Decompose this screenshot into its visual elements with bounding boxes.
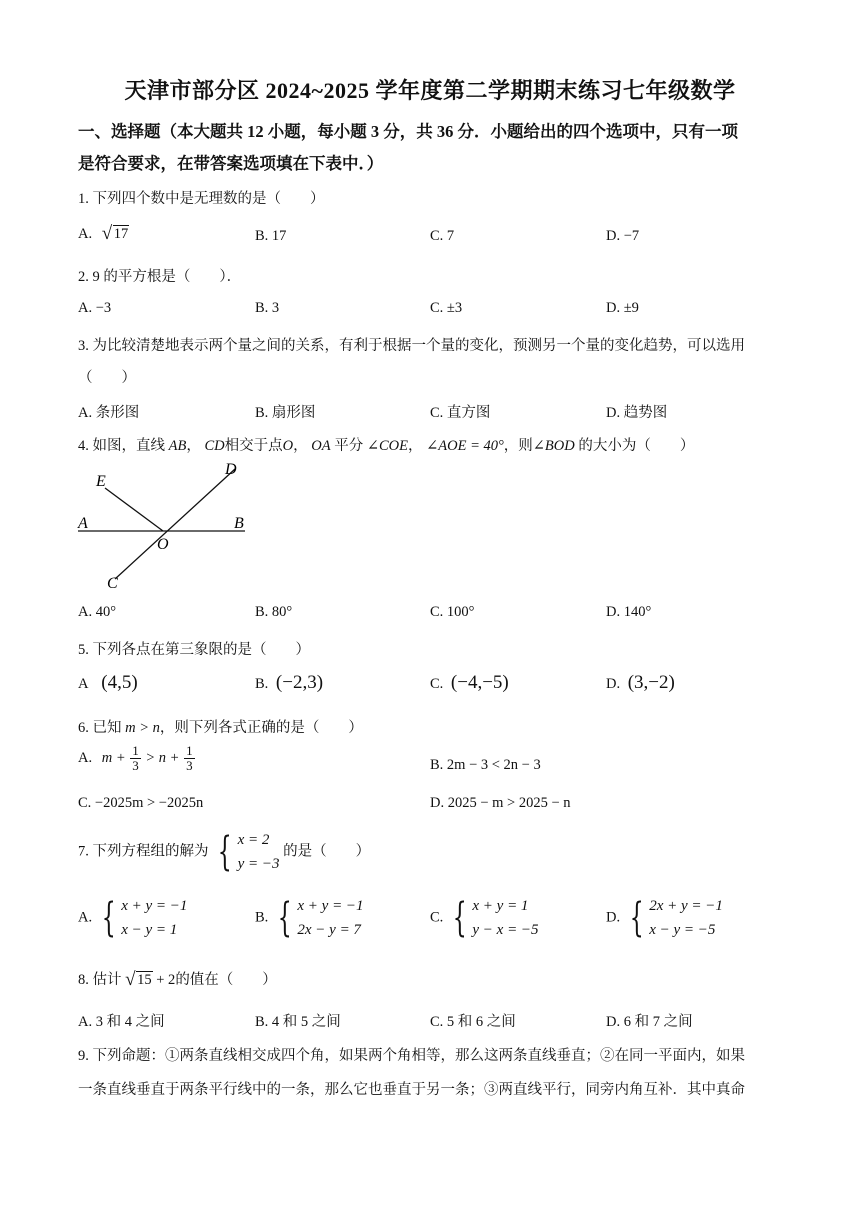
question-3-option-c: C. 直方图 [430,405,491,421]
eq-line-2: y − x = −5 [472,922,539,938]
question-4-stem: 4. 如图，直线 AB， CD相交于点O， OA 平分 ∠COE， ∠AOE = 40°，则∠BOD 的大小为（ ） [78,438,695,454]
denominator: 3 [186,758,193,773]
stem-text: 8. 估计 [78,972,122,988]
question-8-option-a: A. 3 和 4 之间 [78,1014,165,1030]
question-4-option-c: C. 100° [430,604,475,620]
question-3-stem-line1: 3. 为比较清楚地表示两个量之间的关系，有利于根据一个量的变化，预测另一个量的变化趋势，可以选用 [78,338,745,354]
brace-icon: { [101,895,116,941]
label-d: D [225,461,237,478]
option-a-label: A. [78,909,93,926]
radicand: 17 [113,226,129,242]
question-4-option-d: D. 140° [606,604,652,620]
question-8-stem [78,968,277,989]
stem-text: 的值在（ ） [175,972,277,988]
numerator: 1 [186,743,193,758]
question-7-stem [78,828,370,876]
option-a-value: (4,5) [101,672,138,693]
question-1-option-c: C. 7 [430,228,455,244]
option-a-label: A [78,676,88,692]
stem-text: 6. 已知 [78,720,122,736]
question-5-option-c [430,672,509,694]
question-8-option-d: D. 6 和 7 之间 [606,1014,693,1030]
stem-text: 的是（ ） [283,843,371,860]
eq-line-2: x − y = 1 [121,922,178,938]
stem-text: 平分 [334,438,364,454]
option-b-label: B. [255,676,269,692]
question-7-option-c [430,894,539,942]
option-d-label: D. [606,909,621,926]
stem-text: ，则 [503,438,533,454]
question-6-option-d: D. 2025 − m > 2025 − n [430,795,571,811]
option-b-value: (−2,3) [275,672,324,693]
question-3-option-a: A. 条形图 [78,405,140,421]
fraction-one-third [130,744,141,773]
equation-system [624,894,723,942]
expr-right: > n + [145,749,180,766]
question-9-line2: 一条直线垂直于两条平行线中的一条，那么它也垂直于另一条；③两直线平行，同旁内角互补．其中真命 [78,1082,745,1098]
line-ab: AB [168,438,187,454]
radicand: 15 [137,972,152,988]
question-2-option-b: B. 3 [255,300,280,316]
condition: m > n [125,720,160,736]
question-2-option-c: C. ±3 [430,300,463,316]
question-3-stem-line2: （ ） [78,370,136,386]
option-b-label: B. [255,909,269,926]
sqrt-symbol: √ 17 [101,223,129,244]
question-5-stem: 5. 下列各点在第三象限的是（ ） [78,642,310,658]
ray-oa: OA [311,438,331,454]
geometry-figure [70,456,270,596]
numerator: 1 [132,743,139,758]
question-3-option-b: B. 扇形图 [255,405,316,421]
point-o: O [282,438,294,454]
question-7-option-d [606,894,723,942]
ray-oe-stroke [105,488,163,531]
question-4-option-a: A. 40° [78,604,117,620]
option-c-value: (−4,−5) [450,672,509,693]
question-7-option-b [255,894,364,942]
eq-line-2: 2x − y = 7 [297,922,361,938]
expr-left: m + [101,749,126,766]
angle-aoe: ∠AOE = 40° [426,438,504,454]
question-5-option-b [255,672,323,694]
question-5-option-a [78,672,138,694]
question-9-line1: 9. 下列命题：①两条直线相交成四个角，如果两个角相等，那么这两条直线垂直；②在同一平面内，如果 [78,1048,745,1064]
question-6-option-a [78,744,196,773]
question-8-option-c: C. 5 和 6 之间 [430,1014,516,1030]
stem-text: 4. 如图，直线 [78,438,165,454]
stem-text: 的大小为（ ） [578,438,695,454]
stem-text: ，则下列各式正确的是（ ） [159,720,363,736]
question-1-option-b: B. 17 [255,228,287,244]
question-1-option-a [78,223,129,244]
option-c-label: C. [430,676,444,692]
equation-system [96,894,188,942]
question-1-stem: 1. 下列四个数中是无理数的是（ ） [78,191,325,207]
eq-line-2: y = −3 [237,856,280,872]
eq-line-2: x − y = −5 [649,922,716,938]
label-b: B [234,515,244,532]
equation-system [447,894,539,942]
brace-icon: { [217,829,232,875]
question-8-option-b: B. 4 和 5 之间 [255,1014,341,1030]
eq-line-1: x = 2 [237,832,270,848]
equation-system-solution [212,828,279,876]
option-d-label: D. [606,676,621,692]
option-a-label: A. [78,226,93,242]
denominator: 3 [132,758,139,773]
brace-icon: { [277,895,292,941]
eq-line-1: x + y = −1 [297,898,364,914]
option-c-label: C. [430,909,444,926]
eq-line-1: 2x + y = −1 [649,898,723,914]
question-3-option-d: D. 趋势图 [606,405,668,421]
angle-coe: ∠COE [366,438,408,454]
question-2-option-a: A. −3 [78,300,112,316]
question-5-option-d [606,672,675,694]
stem-text: 相交于点 [224,438,283,454]
section-instruction-line2: 是符合要求，在带答案选项填在下表中．） [78,154,384,173]
option-d-value: (3,−2) [627,672,675,693]
eq-line-1: x + y = 1 [472,898,529,914]
stem-text: 7. 下列方程组的解为 [78,843,209,860]
label-c: C [107,575,118,592]
stem-text: + 2 [156,972,176,988]
line-cd: CD [204,438,225,454]
eq-line-1: x + y = −1 [121,898,188,914]
question-4-option-b: B. 80° [255,604,293,620]
label-a: A [78,515,88,532]
label-o: O [157,536,169,553]
line-cd-stroke [115,469,235,579]
brace-icon: { [452,895,467,941]
page-title: 天津市部分区 2024~2025 学年度第二学期期末练习七年级数学 [124,78,736,103]
question-2-option-d: D. ±9 [606,300,639,316]
angle-bod: ∠BOD [532,438,575,454]
sqrt-symbol: √ 15 [125,969,152,990]
brace-icon: { [629,895,644,941]
label-e: E [96,473,106,490]
question-6-option-b: B. 2m − 3 < 2n − 3 [430,757,541,773]
question-2-stem: 2. 9 的平方根是（ ）． [78,269,242,285]
question-6-option-c: C. −2025m > −2025n [78,795,204,811]
question-1-option-d: D. −7 [606,228,640,244]
fraction-one-third [184,744,195,773]
option-a-label: A. [78,749,93,766]
question-7-option-a [78,894,187,942]
question-6-stem [78,716,363,737]
equation-system [272,894,364,942]
section-instruction-line1: 一、选择题（本大题共 12 小题，每小题 3 分，共 36 分．小题给出的四个选项中，只有一项 [78,122,738,141]
